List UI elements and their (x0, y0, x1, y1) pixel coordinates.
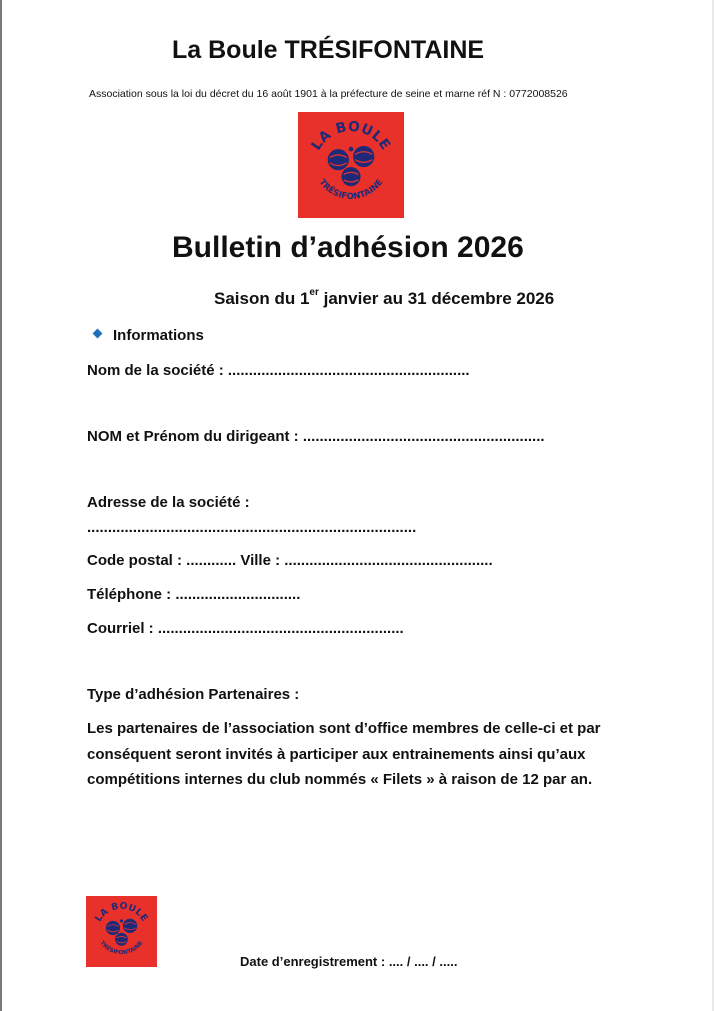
season-line (214, 289, 554, 309)
form-title: Bulletin d’adhésion 2026 (172, 231, 524, 264)
season-suffix: janvier au 31 décembre 2026 (318, 289, 555, 308)
page-edge-left (0, 0, 2, 1011)
club-logo-small (86, 896, 157, 967)
address-field[interactable]: ............................................................................... (87, 519, 417, 536)
association-note: Association sous la loi du décret du 16 août 1901 à la préfecture de seine et marne réf N : 0772008526 (89, 88, 568, 100)
membership-paragraph: Les partenaires de l’association sont d’office membres de celle-ci et par conséquent seront invités à participer aux entrainements ainsi qu’aux compétitions internes du club nommés « Filets » à raison de 12 par an. (87, 720, 601, 788)
boule-balls-small-icon (106, 919, 137, 946)
club-title: La Boule TRÉSIFONTAINE (172, 36, 485, 64)
registration-date-field[interactable]: Date d’enregistrement : .... / .... / ..... (240, 954, 458, 969)
club-logo-small-graphic (86, 896, 157, 967)
company-name-field[interactable]: Nom de la société : .......................................................... (87, 362, 470, 379)
logo-small-top-text: LA BOULE (93, 900, 150, 924)
phone-field[interactable]: Téléphone : .............................. (87, 586, 301, 603)
diamond-bullet-icon (93, 329, 103, 339)
season-prefix: Saison du 1 (214, 289, 310, 308)
season-ordinal: er (309, 287, 319, 299)
club-logo (298, 112, 404, 218)
club-logo-graphic (298, 112, 404, 218)
address-label: Adresse de la société : (87, 494, 250, 511)
boule-balls-icon (328, 146, 375, 186)
section-label: Informations (113, 327, 204, 344)
director-name-field[interactable]: NOM et Prénom du dirigeant : .......................................................... (87, 428, 545, 445)
logo-small-bottom-text: TRÉSIFONTAINE (98, 940, 145, 957)
membership-type-label: Type d’adhésion Partenaires : (87, 686, 300, 703)
logo-top-text: LA BOULE (308, 118, 394, 154)
email-field[interactable]: Courriel : ........................................................... (87, 620, 404, 637)
postal-city-field[interactable]: Code postal : ............ Ville : .................................................. (87, 552, 493, 569)
logo-bottom-text: TRÉSIFONTAINE (317, 176, 385, 201)
